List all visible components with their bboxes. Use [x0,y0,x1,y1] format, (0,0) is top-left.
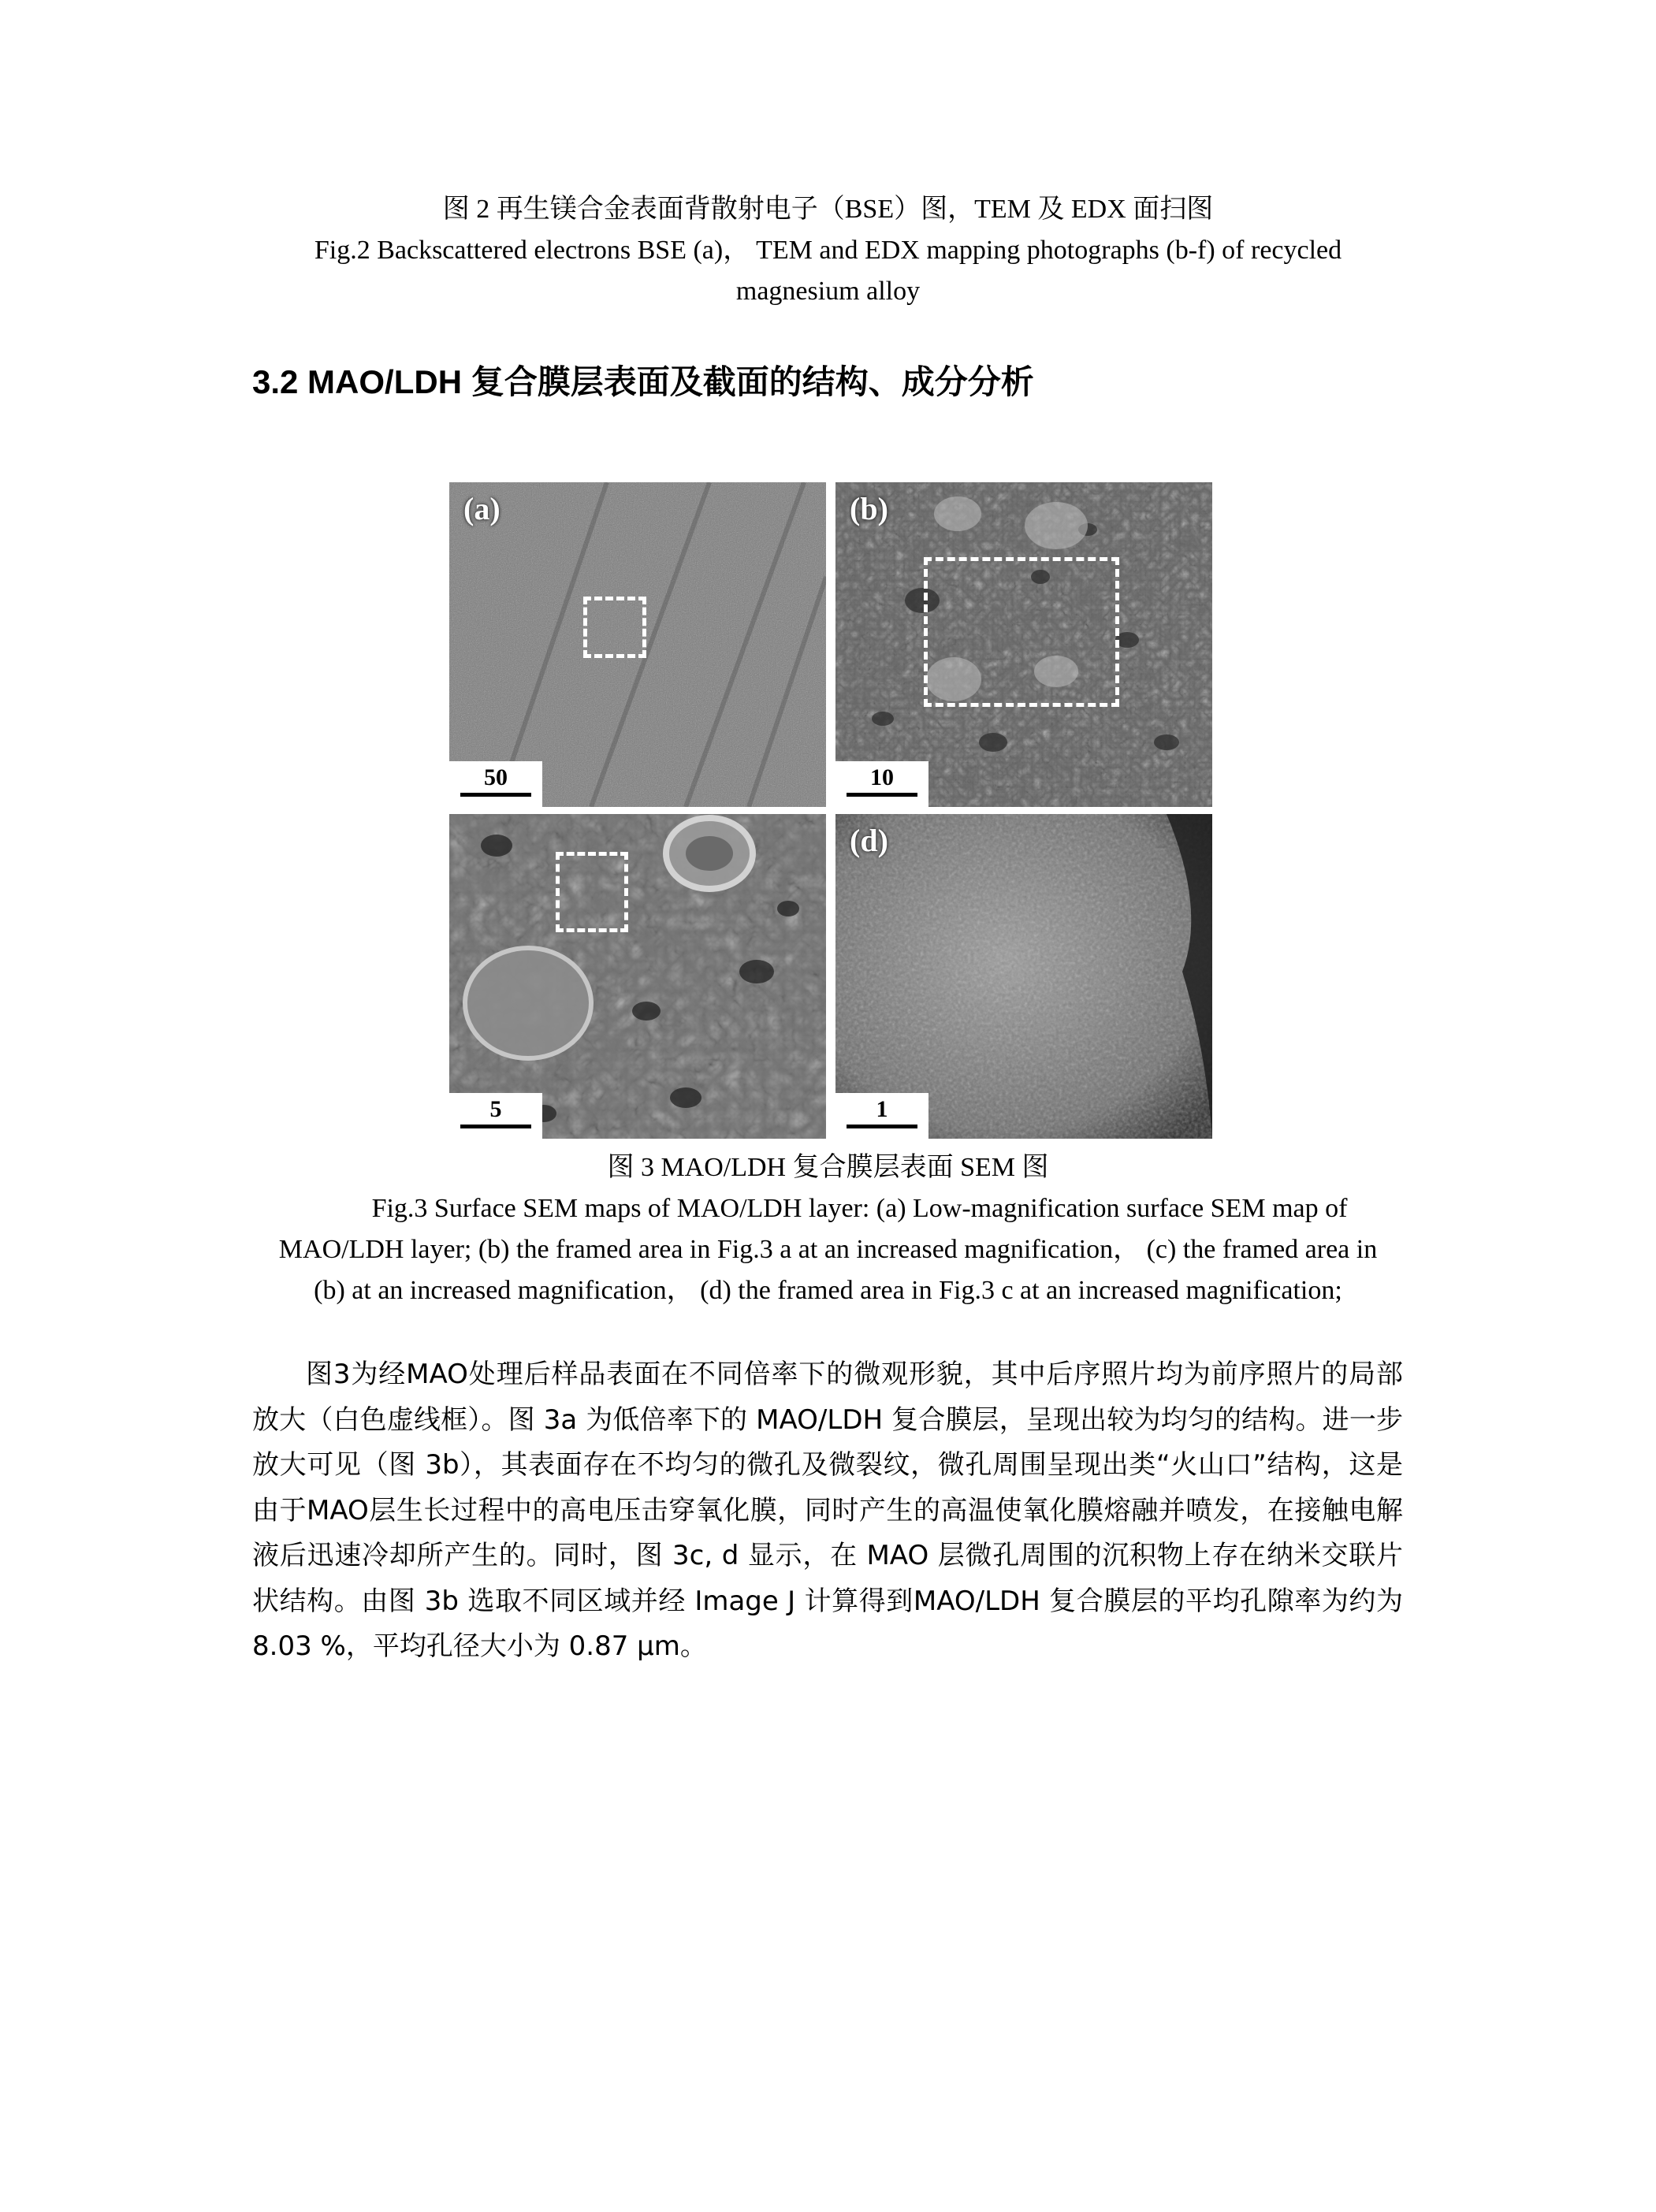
sem-image-c [449,814,826,1139]
scale-value-b: 10 [870,764,894,790]
fig3-caption-zh: 图 3 MAO/LDH 复合膜层表面 SEM 图 [607,1153,1049,1182]
fig3-caption-en-line3: (b) at an increased magnification， (d) the framed area in Fig.3 c at an increased magnification; [314,1276,1342,1305]
sem-panel-b [835,482,1212,807]
scale-bar-c [449,1093,542,1139]
scale-bar-d [835,1093,928,1139]
scale-line-d [847,1125,917,1128]
fig2-caption-zh: 图 2 再生镁合金表面背散射电子（BSE）图，TEM 及 EDX 面扫图 [442,195,1214,224]
panel-label-d: (d) [850,823,888,858]
scale-bar-a [449,761,542,807]
body-paragraph [252,1352,1403,1670]
fig2-caption-en-line2: magnesium alloy [735,277,921,306]
scale-bar-b [835,761,928,807]
fig2-caption-en-line1: Fig.2 Backscattered electrons BSE (a)， TEM and EDX mapping photographs (b-f) of recycled [314,236,1342,265]
scale-value-d: 1 [876,1096,888,1122]
fig3-caption-en-line2: MAO/LDH layer; (b) the framed area in Fig.3 a at an increased magnification， (c) the framed area in [278,1235,1378,1264]
scale-value-a: 50 [484,764,508,790]
scale-line-b [847,793,917,797]
framed-area-c [556,852,628,932]
body-text: 图3为经MAO处理后样品表面在不同倍率下的微观形貌，其中后序照片均为前序照片的局部放大（白色虚线框）。图 3a 为低倍率下的 MAO/LDH 复合膜层，呈现出较为均匀的结构。进一步放大可见（图 3b），其表面存在不均匀的微孔及微裂纹，微孔周围呈现出类“火山口”结构，这是由于MAO层生长过程中的高电压击穿氧化膜，同时产生的高温使氧化膜熔融并喷发，在接触电解液后迅速冷却所产生的。同时，图 3c, d 显示，在 MAO 层微孔周围的沉积物上存在纳米交联片状结构。由图 3b 选取不同区域并经 Image J 计算得到MAO/LDH 复合膜层的平均孔隙率为约为 8.03 %，平均孔径大小为 0.87 μm。 [252,1359,1403,1662]
scale-value-c: 5 [489,1096,502,1122]
scale-line-a [460,793,531,797]
sem-panel-d [835,814,1212,1139]
panel-label-a: (a) [463,491,501,526]
scale-line-c [460,1125,531,1128]
framed-area-b [924,557,1119,707]
framed-area-a [583,597,646,658]
sem-image-d [835,814,1212,1139]
sem-panel-a [449,482,826,807]
sem-panel-c [449,814,826,1139]
section-heading: 3.2 MAO/LDH 复合膜层表面及截面的结构、成分分析 [252,363,1034,400]
panel-label-b: (b) [850,491,888,526]
fig3-caption-en-line1: Fig.3 Surface SEM maps of MAO/LDH layer: (a) Low-magnification surface SEM map of [371,1194,1348,1223]
